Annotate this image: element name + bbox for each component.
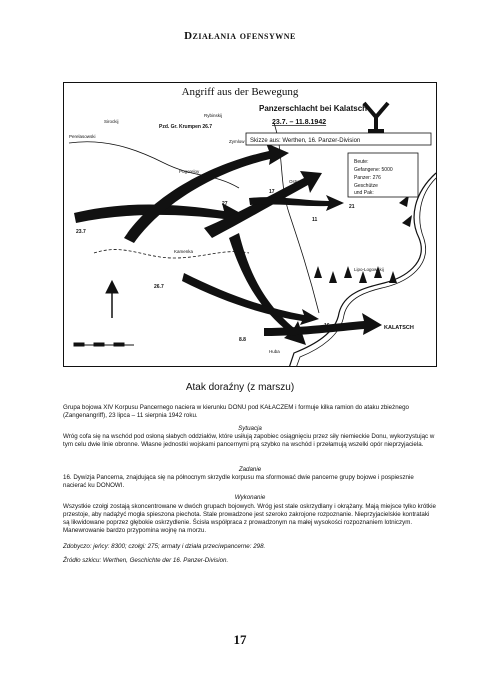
legend-line: Beute: xyxy=(354,159,369,165)
section-heading: Wykonanie xyxy=(234,494,266,501)
division-symbol xyxy=(364,103,388,131)
place-label: Kamenka xyxy=(174,249,194,254)
unit-label: Pzd. Gr. Krumpen 26.7 xyxy=(159,124,213,130)
place-label: Pogoreloy xyxy=(179,169,200,174)
unit-label: 23.7 xyxy=(76,229,86,235)
place-label: Sirockij xyxy=(104,119,119,124)
unit-label: 27 xyxy=(222,201,228,207)
place-label: Zymlow xyxy=(229,139,245,144)
section-heading: Sytuacja xyxy=(238,425,262,432)
north-arrow-icon xyxy=(106,281,118,318)
unit-label: 8.8 xyxy=(239,337,246,343)
place-label: Lipo-Logowskij xyxy=(354,267,384,272)
legend-line: Panzer: 276 xyxy=(354,175,381,181)
summary-line: Zdobyczo: jeńcy: 8300; czołgi: 275; armaty i działa przeciwpancerne: 298. xyxy=(63,543,266,550)
map-title: Angriff aus der Bewegung xyxy=(181,86,299,98)
place-label: Ostrowskij xyxy=(289,179,310,184)
unit-label: 16 xyxy=(324,323,330,329)
figure-caption: Atak doraźny (z marszu) xyxy=(185,382,295,393)
battle-title: Panzerschlacht bei Kalatsch xyxy=(259,104,368,113)
source-line: Źródło szkicu: Werthen, Geschichte der 16. Panzer-Division. xyxy=(63,557,229,564)
unit-label: 17 xyxy=(269,189,275,195)
section-body: 16. Dywizja Pancerna, znajdująca się na północnym skrzydle korpusu ma sformować dwie pancerne grupy bojowe i pospiesznie nacierać ku DONOWI. xyxy=(63,474,414,489)
map-source-box: Skizze aus: Werthen, 16. Panzer-Division xyxy=(250,138,361,144)
section-body: Wszystkie czołgi zostają skoncentrowane w dwóch grupach bojowych. Wróg jest stale oskrzydlany i okrążany. Mają miejsce tylko krótkie przestoje, aby nadążyć mogła spieszona piechota. Stale prowadzone jest szeroko zakrojone rozpoznanie. Nieprzyjacielskie kontrataki są likwidowane poprzez głębokie oskrzydlenie. Ścisła współpraca z prowadzonym na małej wysokości rozpoznaniem lotniczym. Manewrowanie bardzo przypomina wojnę na morzu. xyxy=(63,503,436,534)
page-number: 17 xyxy=(233,632,247,647)
battle-dates: 23.7. – 11.8.1942 xyxy=(272,119,327,126)
section-body: Wróg cofa się na wschód pod osłoną słabych oddziałów, które usiłują zapobiec osiągnięciu przez siły niemieckie Donu, wykorzystując w tym celu dwie linie obronne. Własne jednostki wojskami pancernymi prą szybko na wschód i przełamują wszelki opór nieprzyjaciela. xyxy=(63,433,435,448)
place-label: Rybinskij xyxy=(204,113,223,118)
battle-map xyxy=(64,83,437,367)
intro-paragraph: Grupa bojowa XIV Korpusu Pancernego nacierа w kierunku DONU pod KAŁACZEM i formuje kilka ramion do ataku zbieżnego (Zangenangriff), 23 lipca – 11 sierpnia 1942 roku. xyxy=(63,404,409,419)
place-label: Huba xyxy=(269,349,280,354)
unit-label: 26.7 xyxy=(154,284,164,290)
unit-label: 11 xyxy=(312,217,318,223)
legend-line: und Pak: xyxy=(354,190,374,196)
running-head: Działania ofensywne xyxy=(184,30,296,42)
map-figure xyxy=(63,82,437,367)
legend-line: Geschütze xyxy=(354,183,378,189)
unit-label: 21 xyxy=(349,204,355,210)
scale-bar xyxy=(74,343,134,346)
kalatsch-label: KALATSCH xyxy=(384,325,414,331)
section-heading: Zadanie xyxy=(238,466,262,473)
legend-line: Gefangene: 5000 xyxy=(354,167,393,173)
place-label: Perelasowski xyxy=(69,134,96,139)
